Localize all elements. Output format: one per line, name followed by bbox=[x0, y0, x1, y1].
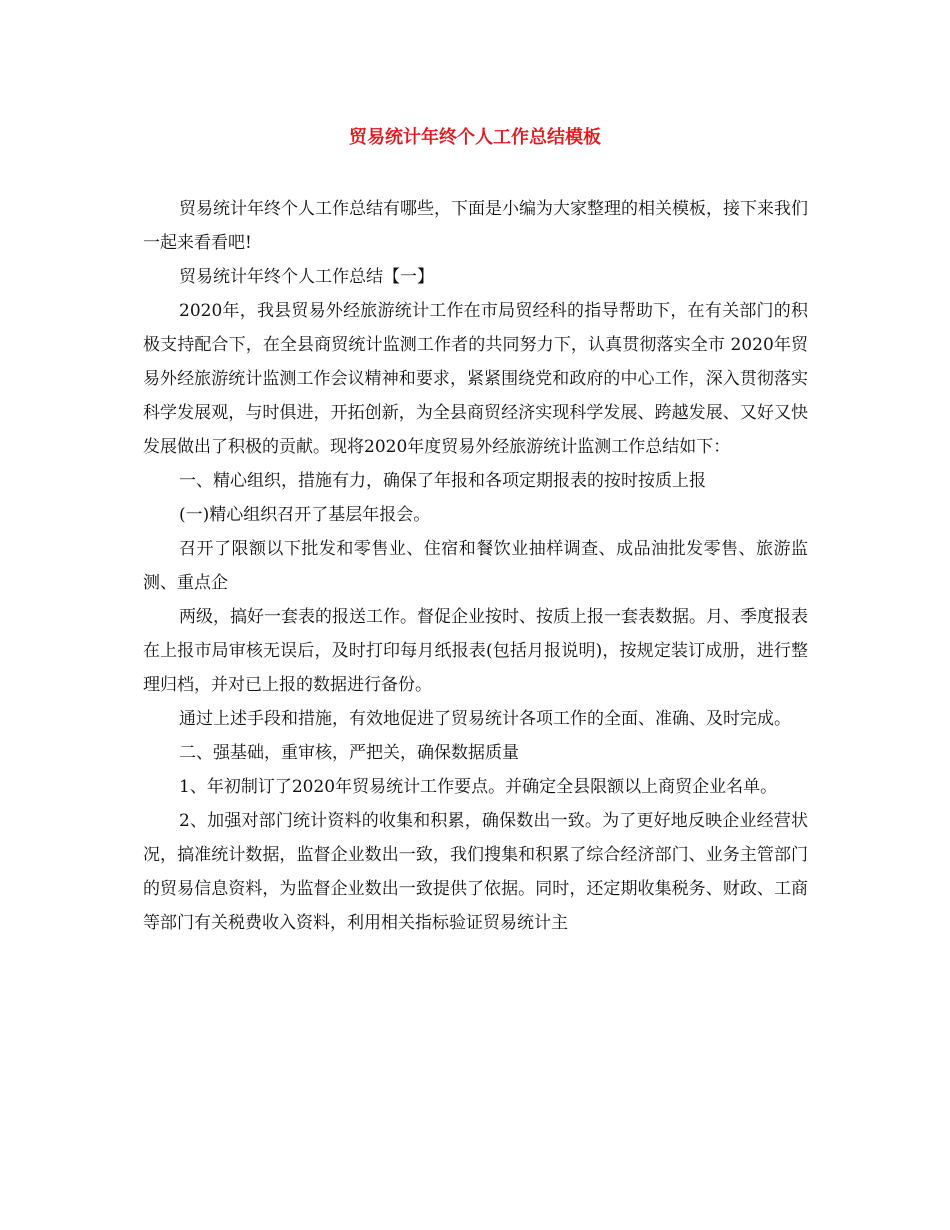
paragraph-item-2: 2、加强对部门统计资料的收集和积累，确保数出一致。为了更好地反映企业经营状况，搞准统计数据，监督企业数出一致，我们搜集和积累了综合经济部门、业务主管部门的贸易信息资料，为监督企业数出一致提供了依据。同时，还定期收集税务、财政、工商等部门有关税费收入资料，利用相关指标验证贸易统计主 bbox=[143, 811, 808, 933]
paragraph-subheading-1: (一)精心组织召开了基层年报会。 bbox=[179, 505, 431, 525]
document-title: 贸易统计年终个人工作总结模板 bbox=[349, 127, 601, 148]
paragraph-survey: 召开了限额以下批发和零售业、住宿和餐饮业抽样调查、成品油批发零售、旅游监测、重点企 bbox=[143, 539, 808, 593]
paragraph-section-heading: 贸易统计年终个人工作总结【一】 bbox=[179, 267, 434, 287]
paragraph-overview: 2020年，我县贸易外经旅游统计工作在市局贸经科的指导帮助下，在有关部门的积极支持配合下，在全县商贸统计监测工作者的共同努力下，认真贯彻落实全市 2020年贸易外经旅游统计监测工作会议精神和要求，紧紧围绕党和政府的中心工作，深入贯彻落实科学发展观，与时俱进，开拓创新，为全县商贸经济实现科学发展、跨越发展、又好又快发展做出了积极的贡献。现将2020年度贸易外经旅游统计监测工作总结如下： bbox=[143, 301, 808, 457]
paragraph-intro: 贸易统计年终个人工作总结有哪些，下面是小编为大家整理的相关模板，接下来我们一起来看看吧! bbox=[143, 199, 808, 253]
paragraph-reporting: 两级，搞好一套表的报送工作。督促企业按时、按质上报一套表数据。月、季度报表在上报市局审核无误后，及时打印每月纸报表(包括月报说明)，按规定装订成册，进行整理归档，并对已上报的数据进行备份。 bbox=[143, 607, 808, 695]
paragraph-heading-1: 一、精心组织，措施有力，确保了年报和各项定期报表的按时按质上报 bbox=[179, 471, 706, 491]
paragraph-result: 通过上述手段和措施，有效地促进了贸易统计各项工作的全面、准确、及时完成。 bbox=[179, 709, 791, 729]
paragraph-heading-2: 二、强基础，重审核，严把关，确保数据质量 bbox=[179, 743, 519, 763]
document-body bbox=[143, 192, 808, 940]
paragraph-item-1: 1、年初制订了2020年贸易统计工作要点。并确定全县限额以上商贸企业名单。 bbox=[179, 777, 778, 797]
